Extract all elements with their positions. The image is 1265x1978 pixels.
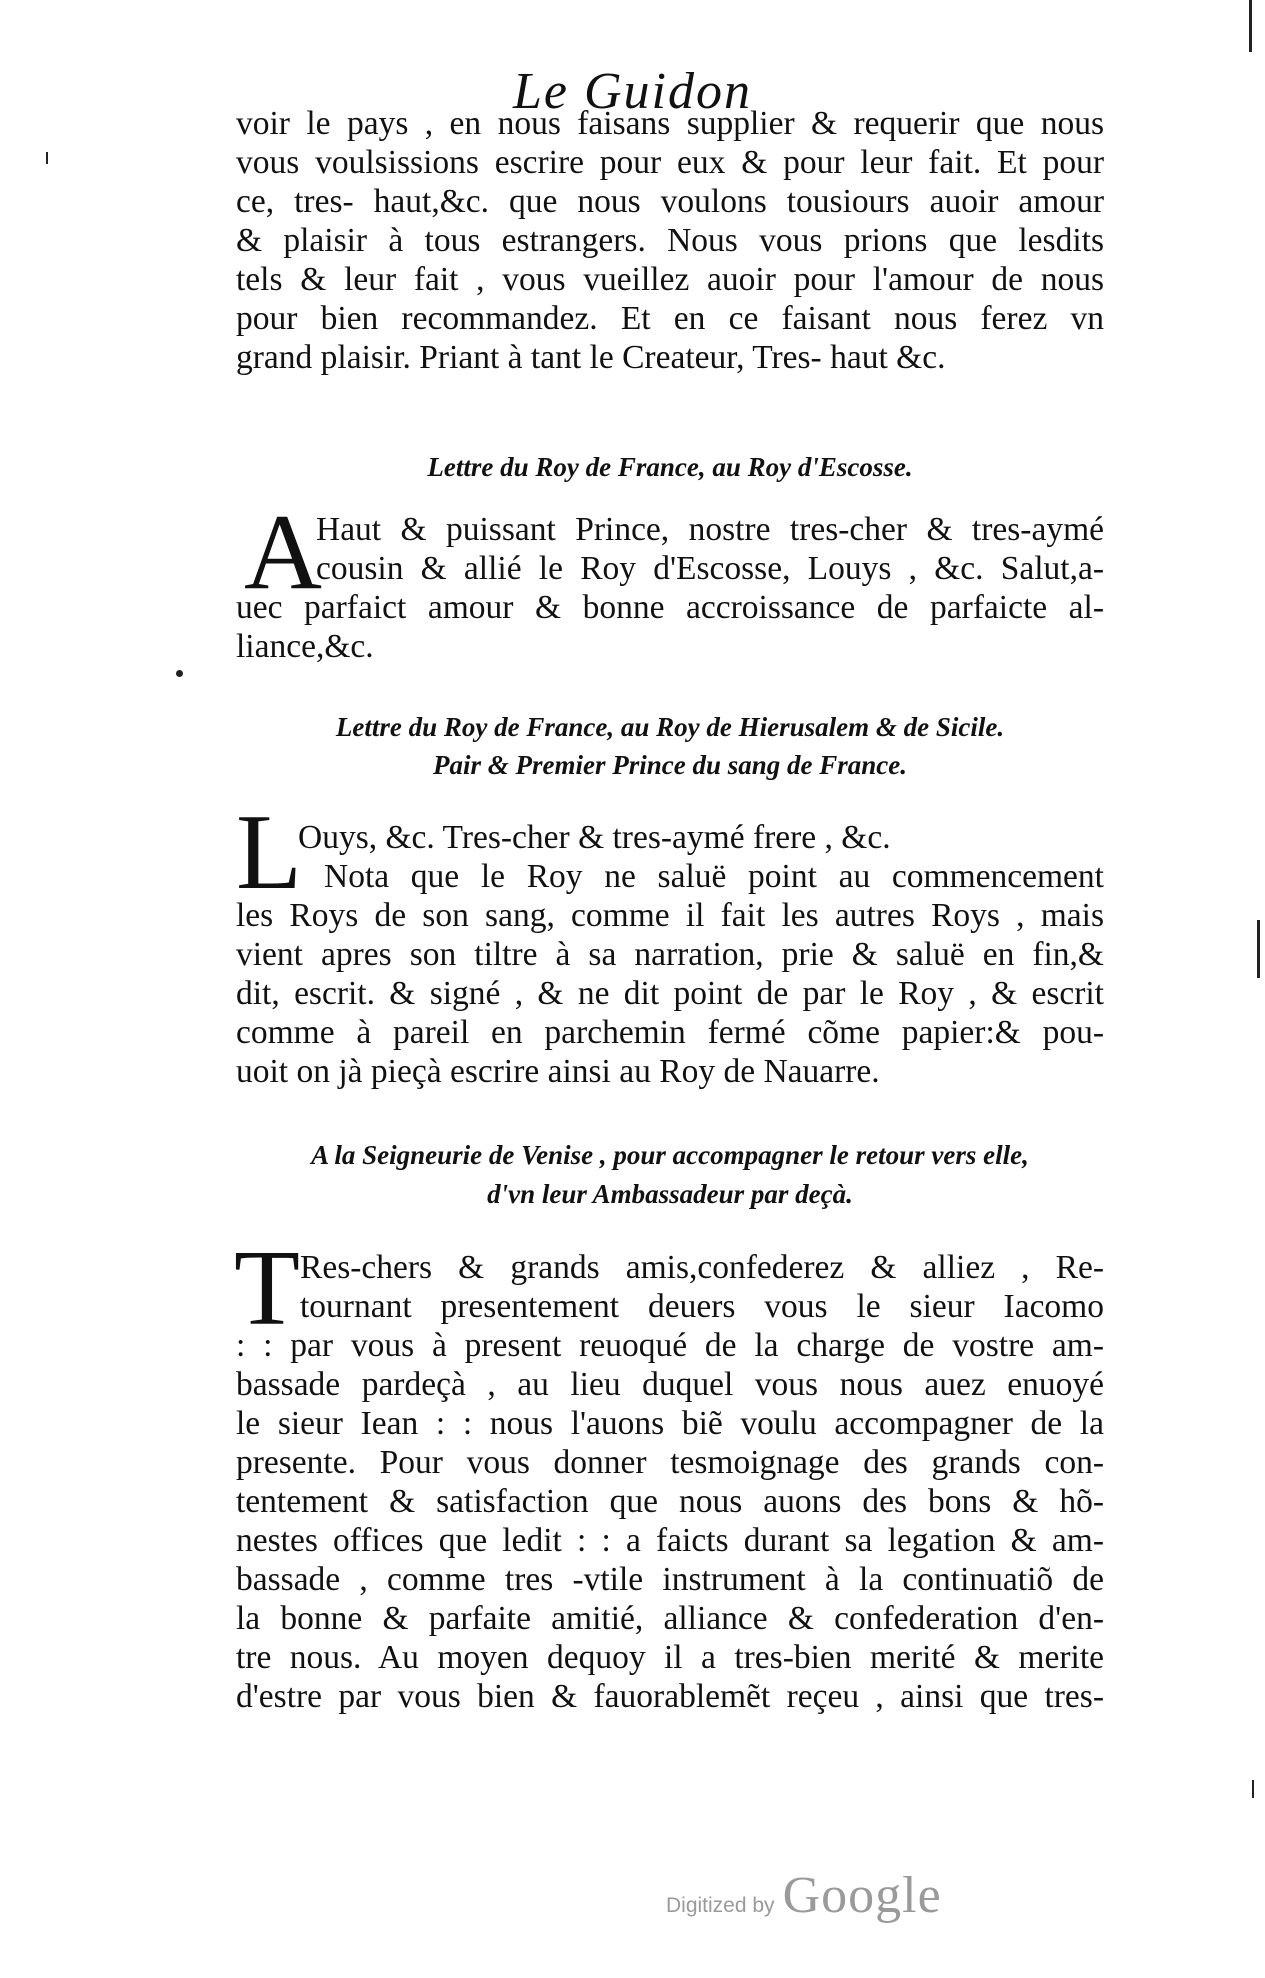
running-head: Le Guidon [513,63,752,120]
text-line: & plaisir à tous estrangers. Nous vous prions que lesdits [236,222,1104,259]
letter-heading-venise-subtitle: d'vn leur Ambassadeur par deçà. [487,1179,853,1209]
text-line: bassade , comme tres -vtile instrument à la continuatiõ de [236,1561,1104,1598]
scan-mark [46,152,48,164]
letter-heading-escosse: Lettre du Roy de France, au Roy d'Escosse. [427,452,913,482]
letter-escosse-body [236,493,1104,666]
text-line: tentement & satisfaction que nous auons des bons & hõ- [236,1483,1104,1520]
drop-cap-t: T [234,1229,300,1348]
google-watermark [666,1866,942,1925]
scan-mark [1257,920,1260,978]
letter-heading-sicile: Lettre du Roy de France, au Roy de Hierusalem & de Sicile. [335,712,1005,742]
google-logo-text: Google [782,1867,942,1924]
text-line: Haut & puissant Prince, nostre tres-cher & tres-aymé [316,511,1104,548]
letter-heading-sicile-subtitle: Pair & Premier Prince du sang de France. [433,750,907,780]
drop-cap-a: A [244,493,322,612]
text-line: le sieur Iean : : nous l'auons biẽ voulu accompagner de la [236,1405,1104,1442]
text-line: tels & leur fait , vous vueillez auoir pour l'amour de nous [236,261,1104,298]
text-line: dit, escrit. & signé , & ne dit point de par le Roy , & escrit [236,975,1104,1012]
text-line: d'estre par vous bien & fauorablemẽt reçeu , ainsi que tres- [236,1678,1104,1715]
text-line: vous voulsissions escrire pour eux & pour leur fait. Et pour [236,144,1104,181]
text-line: uec parfaict amour & bonne accroissance de parfaicte al- [236,589,1104,626]
letter-venise-body [236,1248,1104,1716]
text-line: comme à pareil en parchemin fermé cõme papier:& pou- [236,1014,1104,1051]
scan-mark [1252,1780,1254,1798]
text-line: la bonne & parfaite amitié, alliance & confederation d'en- [236,1600,1104,1637]
scan-mark [176,670,183,677]
text-line: liance,&c. [236,628,374,665]
text-line: tre nous. Au moyen dequoy il a tres-bien merité & merite [236,1639,1104,1676]
digitized-by-label: Digitized by [666,1894,775,1917]
text-line: les Roys de son sang, comme il fait les autres Roys , mais [236,897,1104,934]
text-line: Ouys, &c. Tres-cher & tres-aymé frere , &c. [298,819,891,856]
text-line: tournant presentement deuers vous le sieur Iacomo [300,1288,1104,1325]
text-line: vient apres son tiltre à sa narration, prie & saluë en fin,& [236,936,1104,973]
text-line: Res-chers & grands amis,confederez & alliez , Re- [300,1249,1104,1286]
text-line: cousin & allié le Roy d'Escosse, Louys , &c. Salut,a- [316,550,1104,587]
text-line: nestes offices que ledit : : a faicts durant sa legation & am- [236,1522,1104,1559]
scan-mark [1249,0,1252,52]
text-line: ce, tres- haut,&c. que nous voulons tousiours auoir amour [236,183,1104,220]
text-line: uoit on jà pieçà escrire ainsi au Roy de Nauarre. [236,1053,880,1090]
text-line: Nota que le Roy ne saluë point au commencement [324,858,1104,895]
letter-heading-venise: A la Seigneurie de Venise , pour accompagner le retour vers elle, [311,1140,1029,1170]
drop-cap-l: L [236,793,302,912]
continuation-paragraph [236,104,1104,377]
text-line: : : par vous à present reuoqué de la charge de vostre am- [236,1327,1104,1364]
text-line: pour bien recommandez. Et en ce faisant nous ferez vn [236,300,1104,337]
text-line: grand plaisir. Priant à tant le Createur, Tres- haut &c. [236,339,946,376]
text-line: presente. Pour vous donner tesmoignage des grands con- [236,1444,1104,1481]
text-line: bassade pardeçà , au lieu duquel vous nous auez enuoyé [236,1366,1104,1403]
text-line: voir le pays , en nous faisans supplier & requerir que nous [236,105,1104,142]
letter-sicile-body [236,818,1104,1091]
